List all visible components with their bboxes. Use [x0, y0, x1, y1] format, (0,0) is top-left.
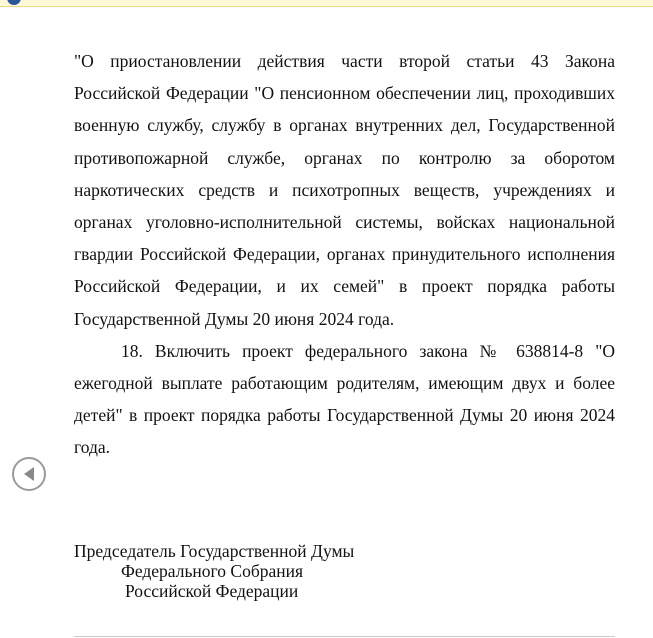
- info-icon: [7, 0, 21, 5]
- top-info-strip: [0, 0, 653, 7]
- document-body: [74, 45, 615, 464]
- page-divider: [74, 636, 615, 637]
- paragraph-continuation: "О приостановлении действия части второй статьи 43 Закона Российской Федерации "О пенсионном обеспечении лиц, проходивших военную службу, службу в органах внутренних дел, Государственной противопожарной службе, органах по контролю за оборотом наркотических средств и психотропных веществ, учреждениях и органах уголовно-исполнительной системы, войсках национальной гвардии Российской Федерации, органах принудительного исполнения Российской Федерации, и их семей" в проект порядка работы Государственной Думы 20 июня 2024 года.: [74, 51, 615, 329]
- chevron-left-icon: [24, 467, 34, 481]
- signature-block: [74, 541, 354, 601]
- previous-page-button[interactable]: [12, 457, 46, 491]
- signature-title-line-2: Федерального Собрания: [121, 561, 304, 581]
- signature-title-line-3: Российской Федерации: [125, 581, 299, 601]
- signature-title-line-1: Председатель Государственной Думы: [74, 541, 355, 561]
- paragraph-item-18: 18. Включить проект федерального закона № 638814-8 "О ежегодной выплате работающим родителям, имеющим двух и более детей" в проект порядка работы Государственной Думы 20 июня 2024 года.: [74, 340, 615, 458]
